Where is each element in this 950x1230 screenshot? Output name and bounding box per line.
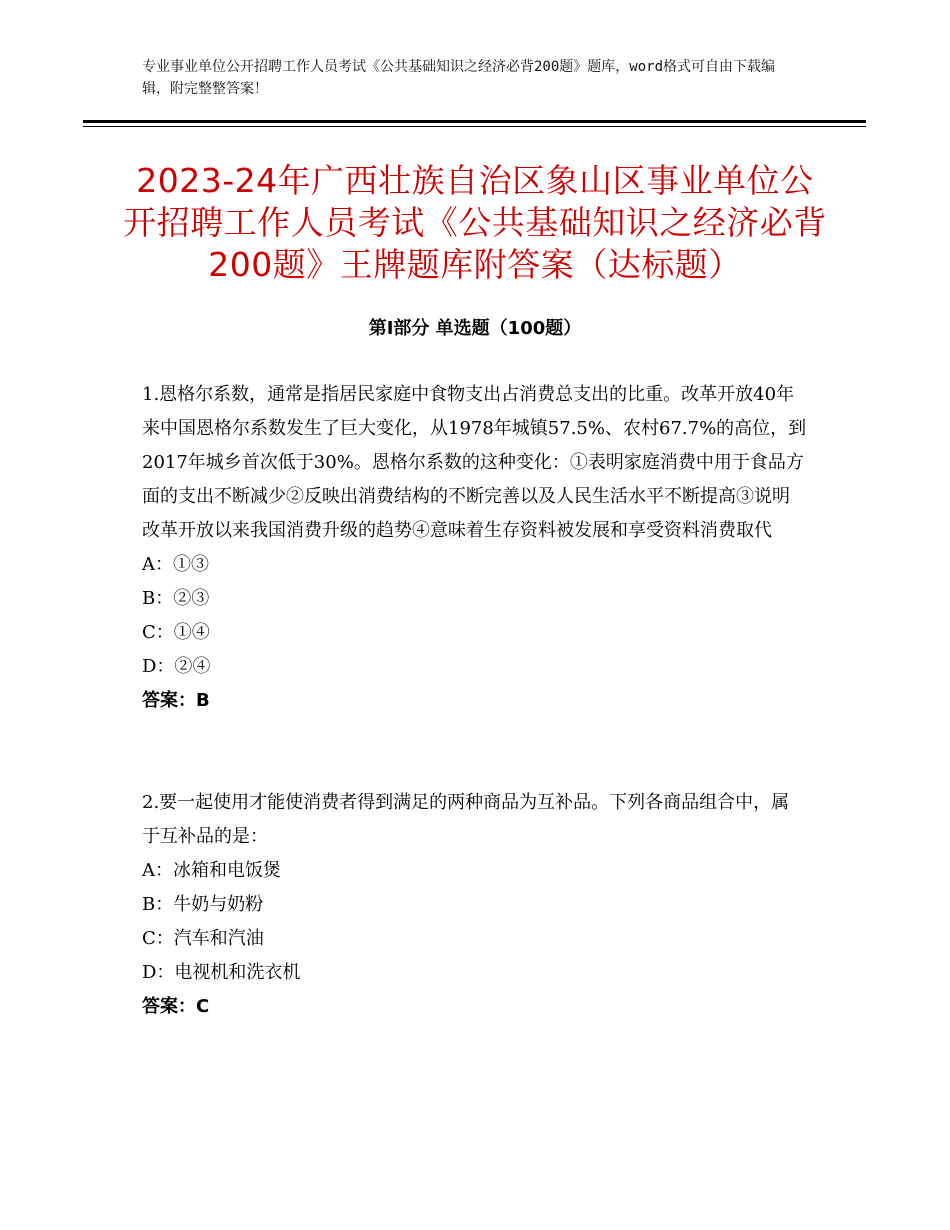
option-d: D：电视机和洗衣机 — [142, 962, 301, 983]
option-c: C：①④ — [142, 622, 210, 643]
question-stem: 1.恩格尔系数，通常是指居民家庭中食物支出占消费总支出的比重。改革开放40年来中国恩格尔系数发生了巨大变化，从1978年城镇57.5%、农村67.7%的高位，到2017年城乡首次低于30%。恩格尔系数的这种变化：①表明家庭消费中用于食品方面的支出不断减少②反映出消费结构的不断完善以及人民生活水平不断提高③说明改革开放以来我国消费升级的趋势④意味着生存资料被发展和享受资料消费取代 — [142, 384, 807, 541]
question-1 — [142, 378, 807, 718]
option-a: A：冰箱和电饭煲 — [142, 860, 281, 881]
answer: 答案：B — [142, 690, 210, 711]
option-b: B：牛奶与奶粉 — [142, 894, 264, 915]
question-stem: 2.要一起使用才能使消费者得到满足的两种商品为互补品。下列各商品组合中，属于互补品的是： — [142, 792, 790, 847]
header-note: 专业事业单位公开招聘工作人员考试《公共基础知识之经济必背200题》题库，word格式可自由下载编辑，附完整整答案！ — [142, 59, 775, 97]
option-c: C：汽车和汽油 — [142, 928, 264, 949]
section-title: 第Ⅰ部分 单选题（100题） — [368, 318, 582, 339]
option-d: D：②④ — [142, 656, 211, 677]
document-title: 2023-24年广西壮族自治区象山区事业单位公开招聘工作人员考试《公共基础知识之经济必背200题》王牌题库附答案（达标题） — [123, 161, 827, 284]
question-2 — [142, 786, 807, 1024]
header-rule-thick — [83, 120, 866, 123]
option-a: A：①③ — [142, 554, 209, 575]
option-b: B：②③ — [142, 588, 210, 609]
answer: 答案：C — [142, 996, 210, 1017]
header-rule-thin — [83, 126, 866, 127]
